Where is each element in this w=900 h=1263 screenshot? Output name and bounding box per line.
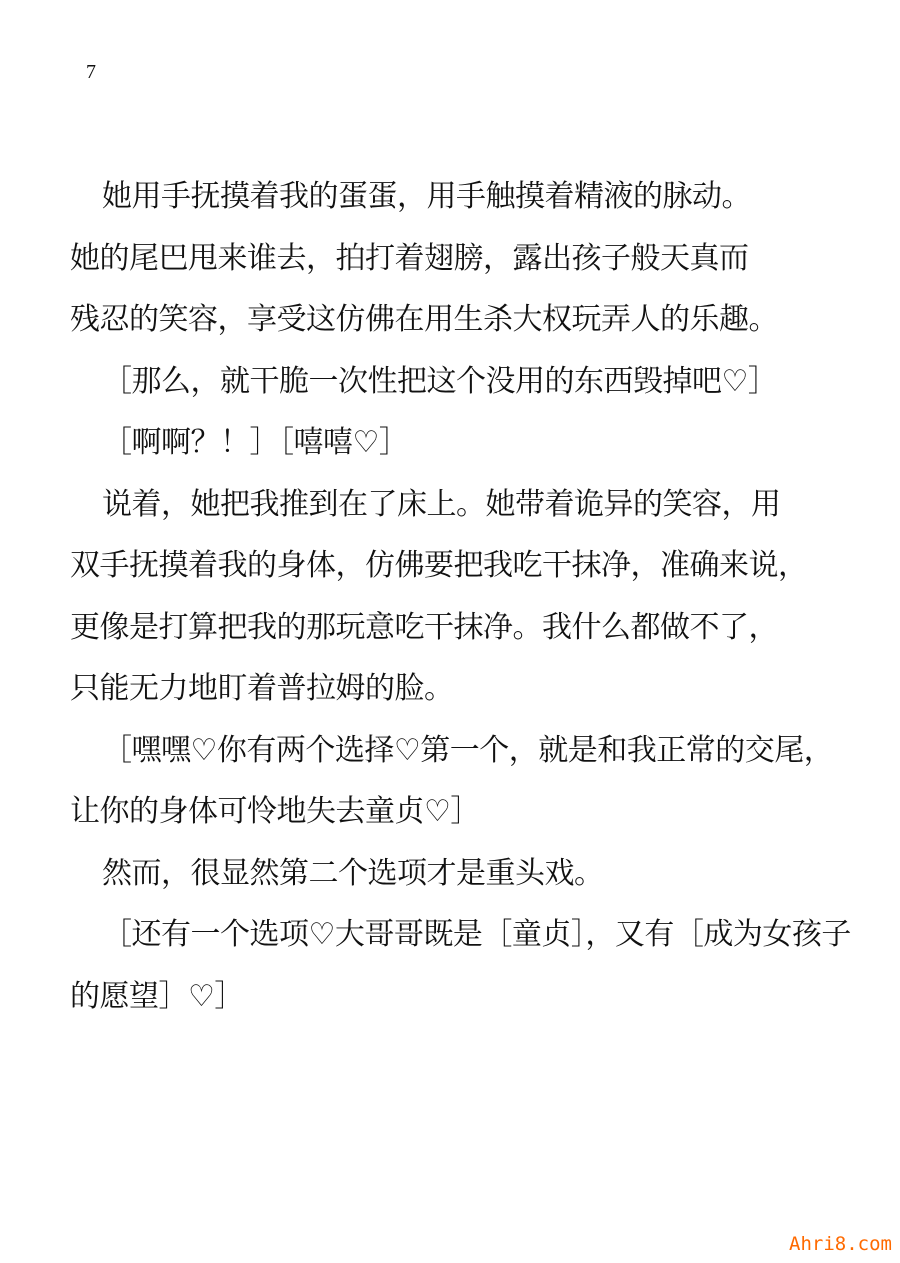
paragraph-line: 她的尾巴甩来谁去，拍打着翅膀，露出孩子般天真而	[70, 240, 749, 276]
paragraph-line: 然而，很显然第二个选项才是重头戏。	[102, 855, 604, 891]
paragraph-line: 说着，她把我推到在了床上。她带着诡异的笑容，用	[102, 486, 781, 522]
page-number: 7	[86, 61, 96, 83]
body-text	[70, 179, 870, 1043]
paragraph-line: ［那么，就干脆一次性把这个没用的东西毁掉吧♡］	[102, 363, 778, 399]
paragraph-line: ［啊啊？！］［嘻嘻♡］	[102, 425, 409, 460]
paragraph-line: 更像是打算把我的那玩意吃干抹净。我什么都做不了，	[70, 609, 778, 645]
paragraph-line: 双手抚摸着我的身体，仿佛要把我吃干抹净，准确来说，	[70, 548, 808, 583]
paragraph-line: ［嘿嘿♡你有两个选择♡第一个，就是和我正常的交尾，	[102, 732, 834, 768]
paragraph-line: 让你的身体可怜地失去童贞♡］	[70, 794, 480, 829]
paragraph-line: 她用手抚摸着我的蛋蛋，用手触摸着精液的脉动。	[102, 179, 751, 214]
watermark: Ahri8.com	[789, 1233, 892, 1255]
paragraph-line: 残忍的笑容，享受这仿佛在用生杀大权玩弄人的乐趣。	[70, 302, 778, 337]
paragraph-line: ［还有一个选项♡大哥哥既是［童贞］，又有［成为女孩子	[102, 917, 851, 952]
paragraph-line: 只能无力地盯着普拉姆的脸。	[70, 671, 454, 706]
paragraph-line: 的愿望］♡］	[70, 978, 244, 1014]
